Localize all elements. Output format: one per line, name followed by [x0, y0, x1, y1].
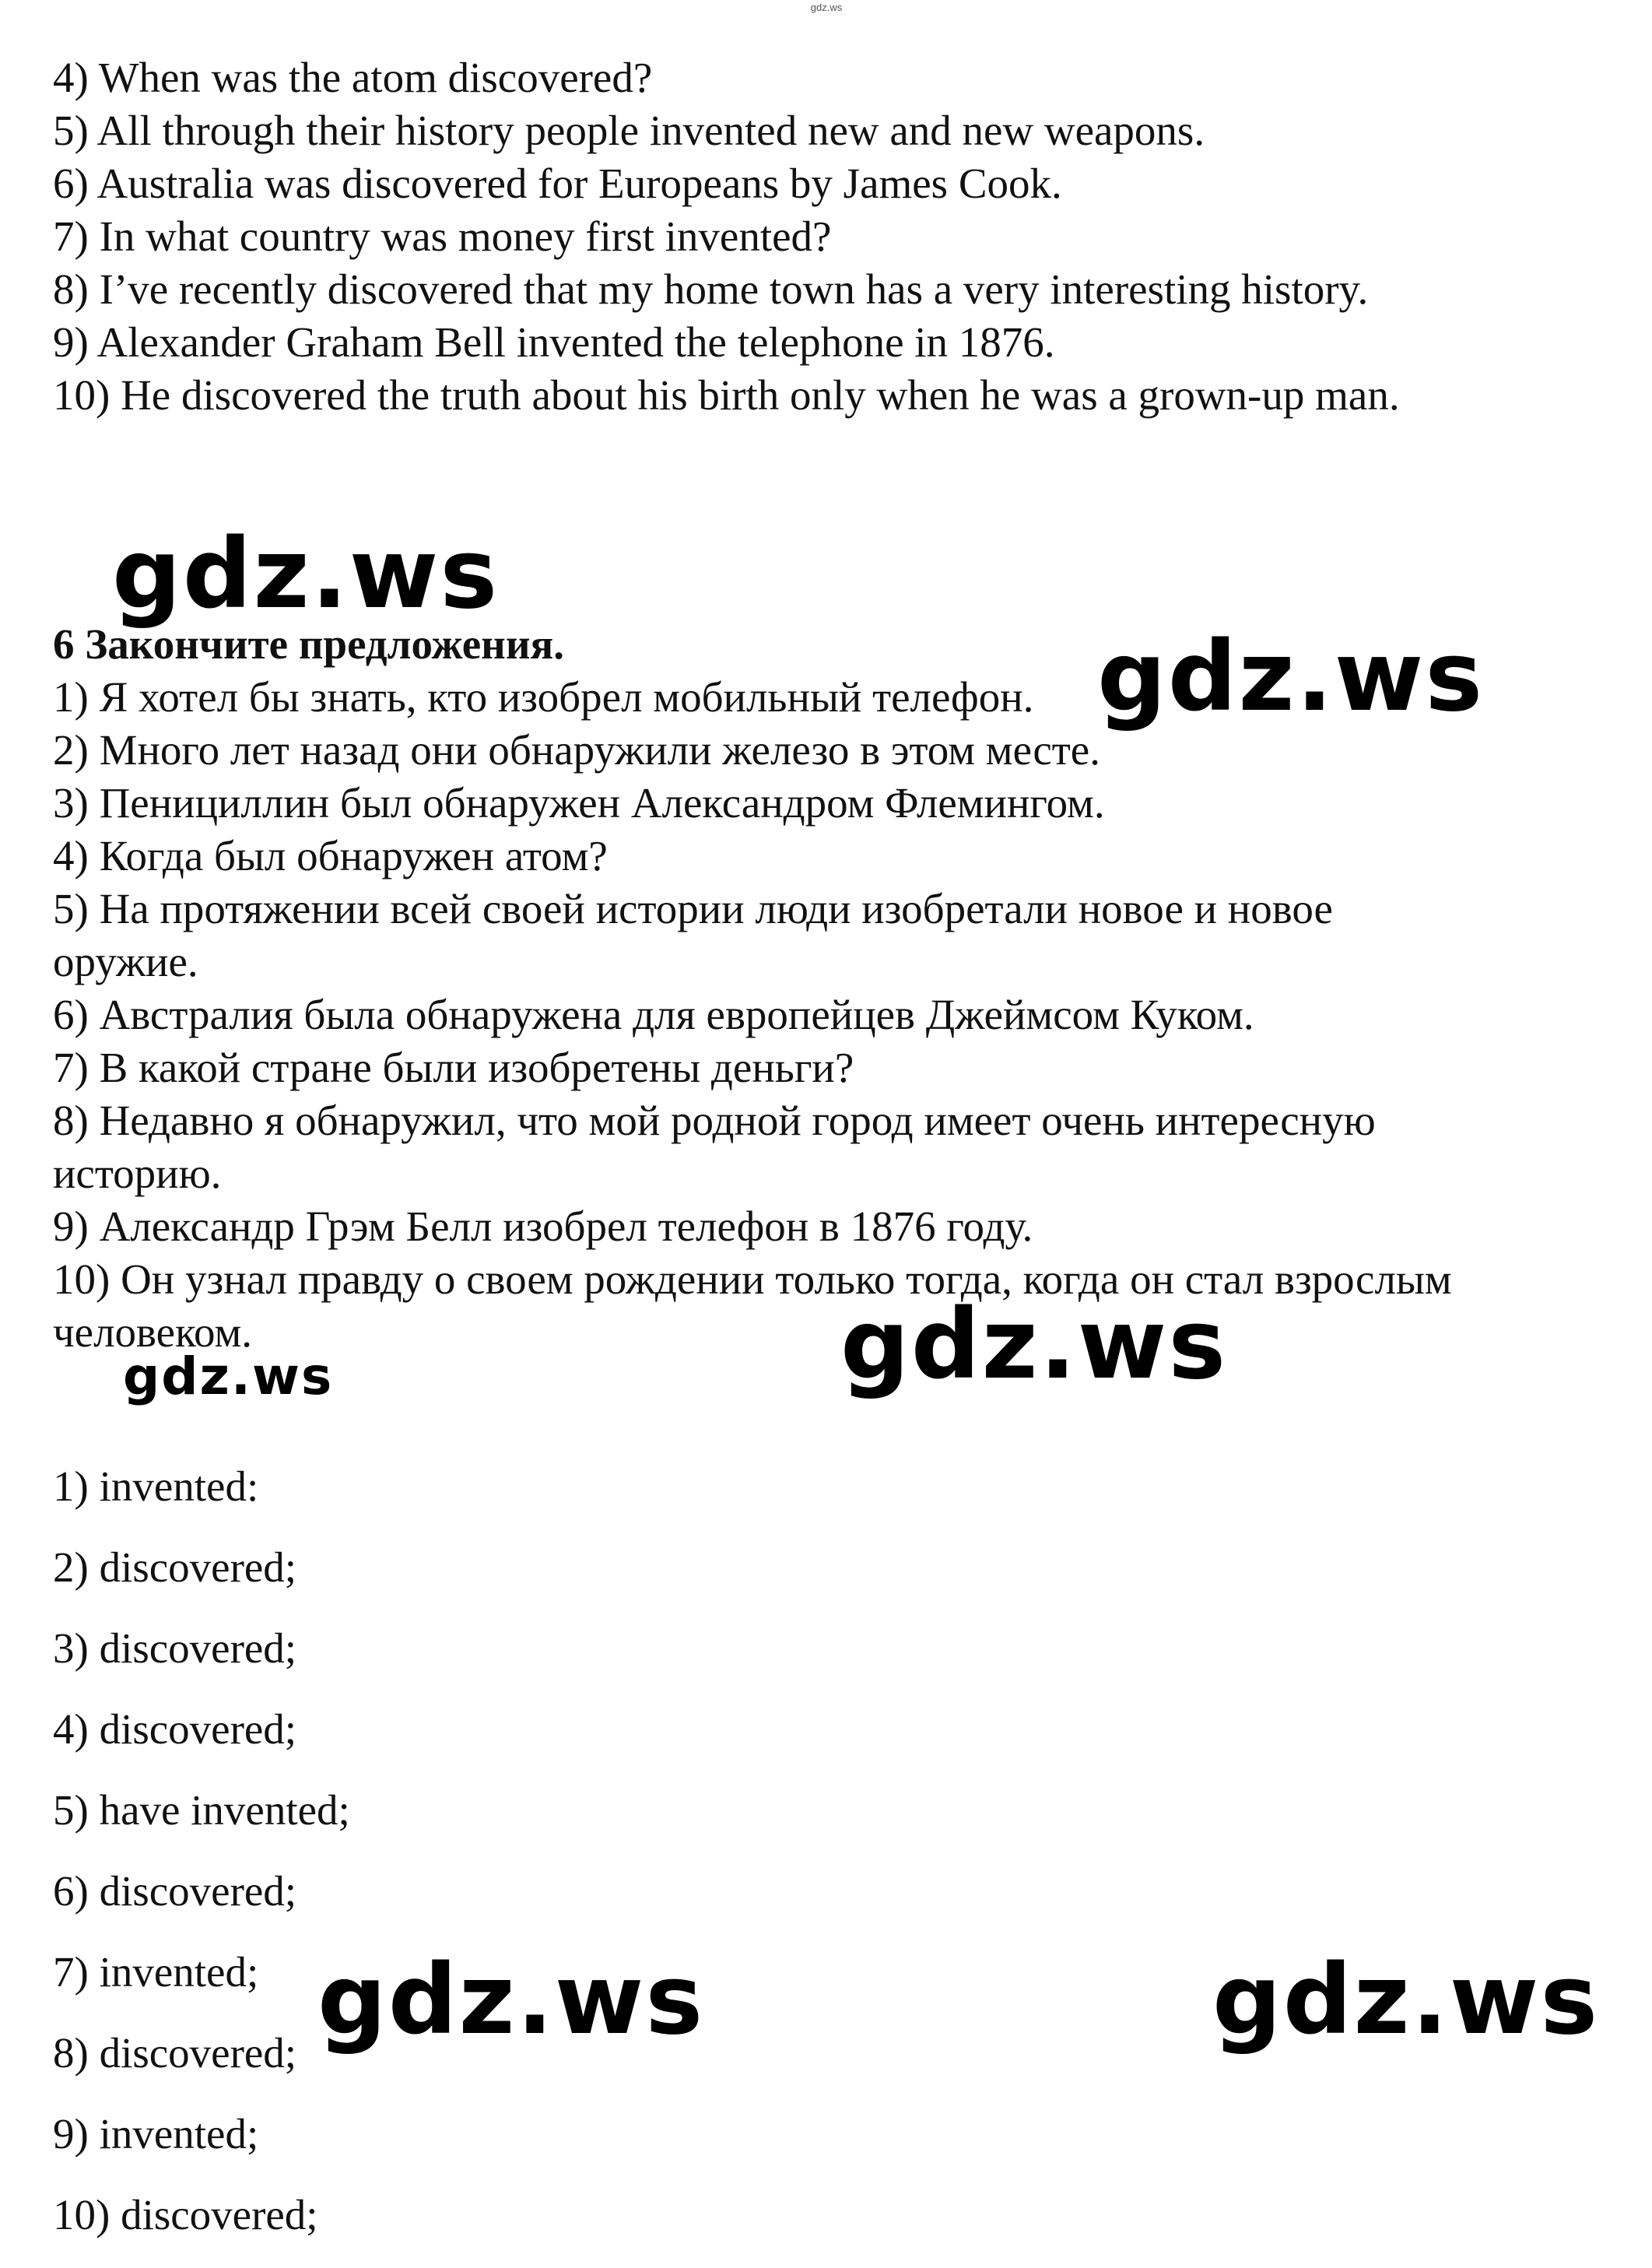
answer-item: 8) discovered;	[53, 2029, 297, 2077]
answer-item: 7) invented;	[53, 1948, 259, 1996]
exercise-line: 1) Я хотел бы знать, кто изобрел мобильный телефон.	[53, 673, 1034, 721]
exercise-line: 10) Он узнал правду о своем рождении только тогда, когда он стал взрослым	[53, 1255, 1452, 1303]
english-sentence: 9) Alexander Graham Bell invented the telephone in 1876.	[53, 318, 1055, 366]
exercise-heading: 6 Закончите предложения.	[53, 620, 565, 668]
answer-item: 2) discovered;	[53, 1543, 297, 1591]
answer-item: 6) discovered;	[53, 1867, 297, 1915]
exercise-line: 8) Недавно я обнаружил, что мой родной город имеет очень интересную	[53, 1097, 1376, 1144]
watermark: gdz.ws	[112, 518, 500, 630]
exercise-line: историю.	[53, 1150, 222, 1197]
exercise-line: человеком.	[53, 1308, 253, 1356]
watermark: gdz.ws	[123, 1346, 334, 1406]
english-sentence: 10) He discovered the truth about his birth only when he was a grown-up man.	[53, 371, 1400, 419]
english-sentence: 4) When was the atom discovered?	[53, 54, 653, 101]
exercise-line: 5) На протяжении всей своей истории люди изобретали новое и новое	[53, 885, 1333, 932]
answer-item: 3) discovered;	[53, 1624, 297, 1672]
exercise-line: 4) Когда был обнаружен атом?	[53, 832, 608, 879]
exercise-line: 6) Австралия была обнаружена для европейцев Джеймсом Куком.	[53, 991, 1254, 1038]
exercise-line: 9) Александр Грэм Белл изобрел телефон в 1876 году.	[53, 1202, 1033, 1250]
watermark: gdz.ws	[1212, 1944, 1600, 2056]
watermark: gdz.ws	[317, 1944, 705, 2056]
english-sentence: 5) All through their history people invented new and new weapons.	[53, 107, 1205, 154]
answer-item: 5) have invented;	[53, 1786, 350, 1834]
answer-item: 1) invented:	[53, 1462, 259, 1510]
english-sentence: 7) In what country was money first invented?	[53, 212, 832, 260]
watermark: gdz.ws	[840, 1289, 1228, 1401]
answer-item: 4) discovered;	[53, 1705, 297, 1753]
english-sentence: 8) I’ve recently discovered that my home town has a very interesting history.	[53, 265, 1369, 313]
exercise-line: 3) Пенициллин был обнаружен Александром Флемингом.	[53, 779, 1105, 827]
watermark: gdz.ws	[1097, 621, 1485, 733]
exercise-line: 2) Много лет назад они обнаружили железо в этом месте.	[53, 726, 1100, 774]
answer-item: 10) discovered;	[53, 2191, 318, 2238]
english-sentence: 6) Australia was discovered for Europeans by James Cook.	[53, 160, 1062, 207]
exercise-line: 7) В какой стране были изобретены деньги?	[53, 1044, 854, 1091]
top-watermark: gdz.ws	[810, 2, 843, 13]
exercise-line: оружие.	[53, 938, 198, 985]
answer-item: 9) invented;	[53, 2110, 259, 2157]
